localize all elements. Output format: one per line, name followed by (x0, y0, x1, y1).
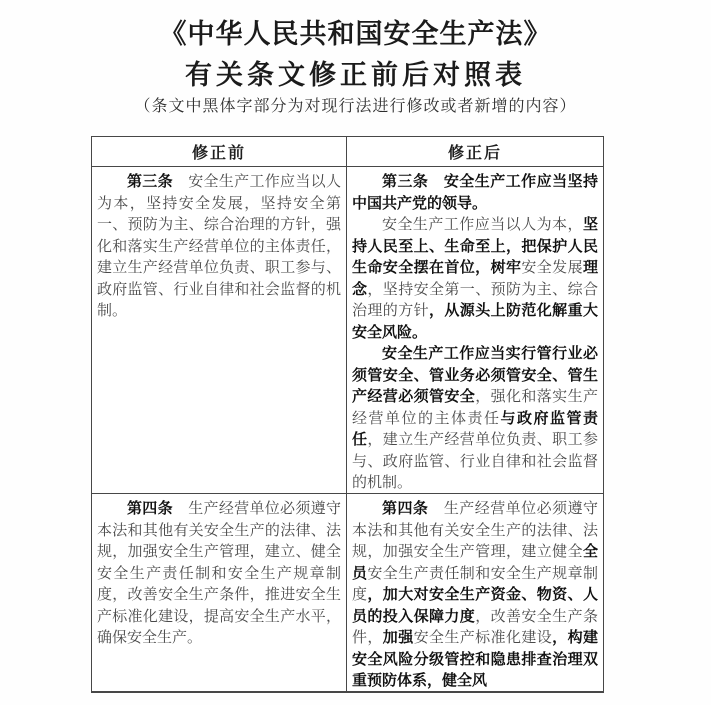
table-header-row (92, 137, 603, 167)
text-segment: 生产经营单位必须遵守本法和其他有关安全生产的法律、法规，加强安全生产管理，建立健全 (352, 499, 598, 560)
document-title: 《中华人民共和国安全生产法》 (159, 19, 552, 50)
amended-text-segment: 理念 (352, 258, 598, 298)
column-header-before: 修正前 (191, 143, 246, 162)
bold-text-note: （条文中黑体字部分为对现行法进行修改或者新增的内容） (134, 96, 577, 115)
amended-text-segment: 安全生产工作应当实行管行业必须管安全、管业务必须管安全、管生产经营必须管安全 (352, 344, 598, 405)
amended-text-segment: ，构建安全风险分级管控和隐患排查治理双重预防体系，健全风 (352, 628, 598, 689)
text-segment: ，改善安全生产条件， (352, 606, 598, 646)
amended-text-segment: 第四条 (382, 499, 429, 517)
text-segment: ，建立生产经营单位负责、职工参与、政府监管、行业自律和社会监督的机制。 (352, 430, 598, 491)
amended-text-segment: ，从源头上防范化解重大安全风险。 (352, 301, 598, 341)
amended-text-segment: 加强 (382, 628, 414, 646)
article3-before-cell (92, 167, 346, 493)
amended-text-segment: 第四条 (127, 499, 173, 517)
amended-text-segment: 第三条 安全生产工作应当坚持中国共产党的领导。 (352, 172, 598, 212)
text-segment: 安全生产责任制和安全生产规章制度 (352, 563, 598, 603)
comparison-table (91, 136, 604, 693)
text-segment: 安全生产标准化建设 (413, 628, 553, 646)
paragraph (97, 171, 341, 322)
amended-text-segment: 全员 (352, 542, 598, 582)
text-segment: ，坚持安全第一、预防为主、综合治理的方针 (352, 279, 598, 319)
paragraph (352, 343, 598, 493)
text-segment: 安全生产工作应当以人为本，坚持安全发展，坚持安全第一、预防为主、综合治理的方针，强化和落实生产经营单位的主体责任，建立生产经营单位负责、职工参与、政府监管、行业自律和社会监督的机制。 (97, 172, 341, 319)
paragraph (97, 498, 341, 649)
paragraph (352, 214, 598, 343)
amended-text-segment: ，加大对安全生产资金、物资、人员的投入保障力度 (352, 585, 598, 625)
article4-after-cell (346, 494, 603, 692)
document-subtitle: 有关条文修正前后对照表 (185, 60, 526, 91)
paragraph (352, 171, 598, 214)
column-header-after: 修正后 (346, 137, 603, 166)
table-row-article4 (92, 494, 603, 692)
text-segment: 生产经营单位必须遵守本法和其他有关安全生产的法律、法规，加强安全生产管理，建立、健全安全生产责任制和安全生产规章制度，改善安全生产条件，推进安全生产标准化建设，提高安全生产水平，确保安全生产。 (97, 499, 341, 646)
text-segment: ，强化和落实生产经营单位的主体责任 (352, 387, 598, 427)
article4-before-cell (92, 494, 346, 692)
article3-after-cell (346, 167, 603, 493)
amended-text-segment: 坚持人民至上、生命至上，把保护人民生命安全摆在首位，树牢 (352, 215, 598, 276)
text-segment: 安全发展 (521, 258, 583, 276)
paragraph (352, 498, 598, 692)
amended-text-segment: 第三条 (127, 172, 173, 190)
text-segment: 安全生产工作应当以人为本， (382, 215, 583, 233)
table-row-article3 (92, 167, 603, 494)
amended-text-segment: 与政府监管责任 (352, 408, 598, 448)
